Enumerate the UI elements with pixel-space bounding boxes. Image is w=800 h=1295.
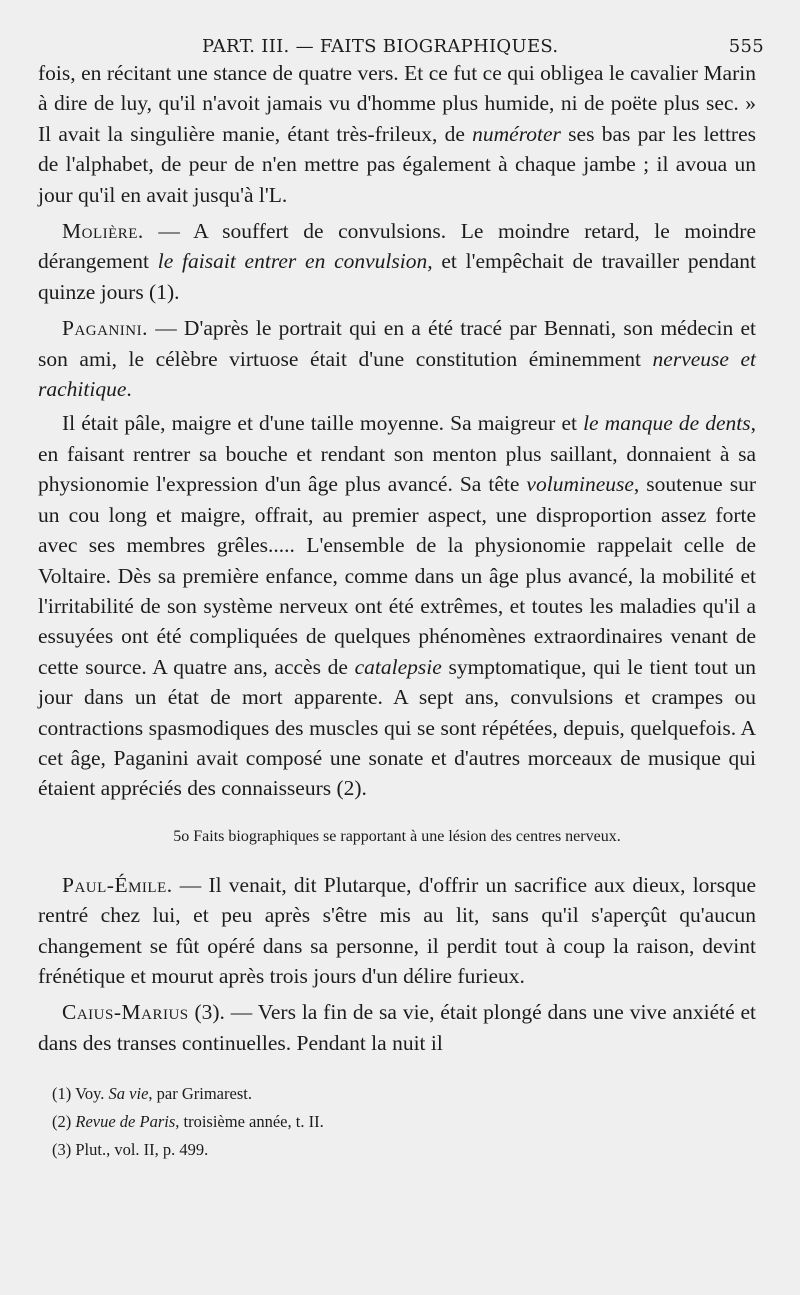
text-run: Il était pâle, maigre et d'une taille moyenne. Sa maigreur et [62, 411, 584, 436]
footnote-text: , troisième année, t. II. [175, 1112, 324, 1132]
italic-run: le manque de dents [583, 411, 751, 436]
entry-name: Paul-Émile. [62, 872, 173, 897]
italic-run: volumineuse [526, 472, 634, 497]
paragraph-caius-marius [38, 997, 756, 1058]
running-title: PART. III. — FAITS BIOGRAPHIQUES. [202, 36, 559, 57]
entry-name: Paganini. [62, 316, 148, 341]
footnote-3 [52, 1136, 756, 1164]
page-number: 555 [728, 36, 764, 57]
section-subheading: 5o Faits biographiques se rapportant à une lésion des centres nerveux. [173, 827, 621, 845]
italic-run: le faisait entrer en convulsion, [157, 249, 433, 274]
body-text [38, 58, 756, 1058]
footnote-2 [52, 1108, 756, 1136]
text-run: ses bas par les lettres de l'alphabet, de peur de n'en mettre pas également à chaque jambe ; il avoua un jour qu'il en avait jusqu'à l'L. [38, 121, 756, 207]
text-run: (3). — Vers la fin de sa vie, était plongé dans une vive anxiété et dans des transes continuelles. Pendant la nuit il [38, 1000, 756, 1055]
paragraph-paganini-description [38, 408, 756, 803]
text-run: — Il venait, dit Plutarque, d'offrir un sacrifice aux dieux, lorsque rentré chez lui, et peu après s'être mis au lit, sans qu'il s'aperçût qu'aucun changement se fût opéré dans sa personne, il perdit tout à coup la raison, devint frénétique et mourut après trois jours d'un délire furieux. [38, 872, 756, 988]
text-run: , en faisant rentrer sa bouche et rendant son menton plus saillant, donnaient à sa physionomie l'expression d'un âge plus avancé. Sa tête [38, 411, 756, 497]
italic-run: numéroter [472, 121, 561, 146]
paragraph-1 [38, 58, 756, 210]
footnote-1 [52, 1080, 756, 1108]
text-run: — D'après le portrait qui en a été tracé par Bennati, son médecin et son ami, le célèbre virtuose était d'une constitution éminemment [38, 316, 756, 371]
entry-name: Molière. [62, 219, 144, 244]
footnote-text: (1) Voy. [52, 1084, 109, 1104]
page-header [38, 28, 764, 58]
italic-run: catalepsie [354, 654, 442, 679]
paragraph-paganini [38, 313, 756, 404]
text-run: . [126, 377, 132, 402]
footnote-text: (3) Plut., vol. II, p. 499. [52, 1140, 209, 1160]
footnote-text: (2) [52, 1112, 76, 1132]
footnote-italic: Revue de Paris [75, 1112, 176, 1132]
footnote-text: , par Grimarest. [148, 1084, 252, 1104]
text-run: et l'empêchait de travailler pendant quinze jours (1). [38, 249, 756, 304]
italic-run: nerveuse et rachitique [38, 346, 756, 402]
text-run: , soutenue sur un cou long et maigre, offrait, au premier aspect, une disproportion assez forte avec ses membres grêles..... L'ensemble de la physionomie rappelait celle de Voltaire. Dès sa première enfance, comme dans un âge plus avancé, la mobilité et l'irritabilité de son système nerveux ont été extrêmes, et toutes les maladies qu'il a essuyées ont été compliquées de quelques phénomènes extraordinaires venant de cette source. A quatre ans, accès de [38, 472, 757, 679]
text-run: symptomatique, qui le tient tout un jour dans un état de mort apparente. A sept ans, convulsions et crampes ou contractions spasmodiques des muscles qui se sont répétées, depuis, quelquefois. A cet âge, Paganini avait composé une sonate et d'autres morceaux de musique qui étaient appréciés des connaisseurs (2). [38, 654, 756, 801]
paragraph-moliere [38, 216, 756, 307]
paragraph-paul-emile [38, 870, 756, 992]
footnotes [38, 1080, 756, 1164]
text-run: — A souffert de convulsions. Le moindre retard, le moindre dérangement [38, 219, 756, 274]
entry-name: Caius-Marius [62, 1000, 189, 1025]
footnote-italic: Sa vie [108, 1084, 149, 1104]
text-run: fois, en récitant une stance de quatre vers. Et ce fut ce qui obligea le cavalier Marin à dire de luy, qu'il n'avoit jamais vu d'homme plus humide, ni de poëte plus sec. » Il avait la singulière manie, étant très-frileux, de [38, 61, 756, 146]
